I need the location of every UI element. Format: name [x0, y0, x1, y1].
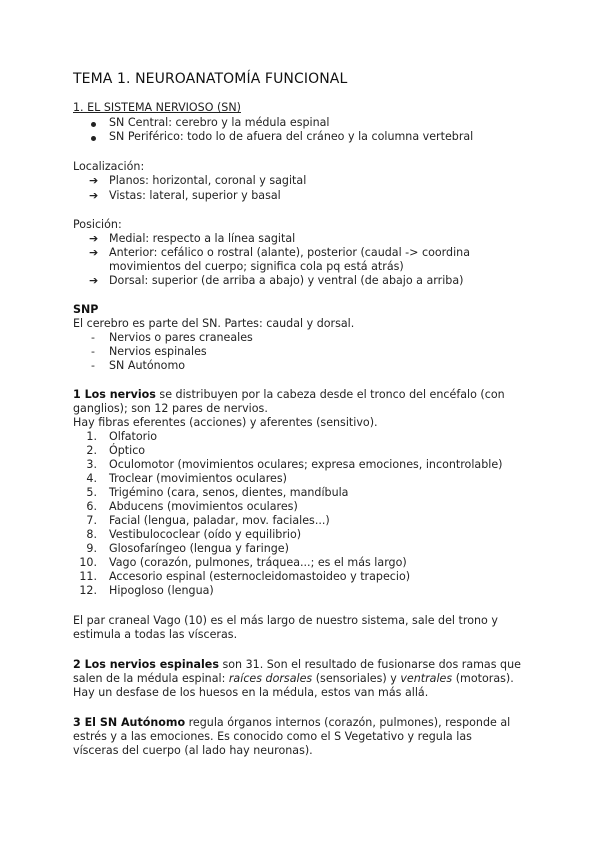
espinales-paragraph-line [73, 672, 514, 686]
list-item: Facial (lengua, paladar, mov. faciales...) [109, 514, 330, 527]
list-item: Abducens (movimientos oculares) [109, 500, 298, 513]
list-item: Glosofaríngeo (lengua y faringe) [109, 542, 289, 555]
text-span: salen de la médula espinal: [73, 672, 229, 685]
arrow-right-icon: ➔ [89, 174, 99, 187]
list-item: Accesorio espinal (esternocleidomastoideo y trapecio) [109, 570, 411, 583]
list-item: Vistas: lateral, superior y basal [109, 189, 281, 202]
list-item: Trigémino (cara, senos, dientes, mandíbula [109, 486, 349, 499]
list-item: Troclear (movimientos oculares) [109, 472, 287, 485]
list-item: SN Central: cerebro y la médula espinal [109, 116, 330, 129]
espinales-text: son 31. Son el resultado de fusionarse dos ramas que [218, 658, 521, 671]
autonomo-paragraph-line [73, 716, 510, 730]
page-title: TEMA 1. NEUROANATOMÍA FUNCIONAL [73, 71, 348, 87]
section-heading-sn: 1. EL SISTEMA NERVIOSO (SN) [73, 101, 241, 114]
arrow-right-icon: ➔ [89, 232, 99, 245]
list-item: Vago (corazón, pulmones, tráquea...; es el más largo) [109, 556, 407, 569]
italic-term: ventrales [400, 672, 453, 685]
arrow-right-icon: ➔ [89, 246, 99, 259]
list-number: 12. [79, 584, 97, 597]
snp-intro: El cerebro es parte del SN. Partes: caudal y dorsal. [73, 317, 355, 330]
list-item: SN Periférico: todo lo de afuera del cráneo y la columna vertebral [109, 130, 474, 143]
list-item: Nervios o pares craneales [109, 331, 253, 344]
autonomo-paragraph-line: estrés y a las emociones. Es conocido como el S Vegetativo y regula las [73, 730, 472, 743]
list-number: 7. [86, 514, 97, 527]
dash-bullet-icon: - [91, 359, 95, 372]
list-item: Nervios espinales [109, 345, 207, 358]
list-item: Oculomotor (movimientos oculares; expresa emociones, incontrolable) [109, 458, 503, 471]
list-number: 11. [79, 570, 97, 583]
autonomo-text: regula órganos internos (corazón, pulmones), responde al [185, 716, 511, 729]
list-item: Vestibulococlear (oído y equilibrio) [109, 528, 302, 541]
italic-term: raíces dorsales [228, 672, 313, 685]
list-item-continuation: movimientos del cuerpo; significa cola pq está atrás) [109, 260, 404, 273]
nervios-text: se distribuyen por la cabeza desde el tronco del encéfalo (con [155, 388, 505, 401]
list-item: Dorsal: superior (de arriba a abajo) y ventral (de abajo a arriba) [109, 274, 464, 287]
list-item: Medial: respecto a la línea sagital [109, 232, 296, 245]
list-item: Óptico [109, 444, 146, 457]
vago-paragraph-line: estimula a todas las vísceras. [73, 628, 238, 641]
list-item: Anterior: cefálico o rostral (alante), posterior (caudal -> coordina [109, 246, 470, 259]
list-item: SN Autónomo [109, 359, 186, 372]
list-item: Planos: horizontal, coronal y sagital [109, 174, 307, 187]
arrow-right-icon: ➔ [89, 274, 99, 287]
autonomo-paragraph-line: vísceras del cuerpo (al lado hay neuronas). [73, 744, 313, 757]
espinales-bold: 2 Los nervios espinales [73, 658, 219, 671]
autonomo-bold: 3 El SN Autónomo [73, 716, 186, 729]
arrow-right-icon: ➔ [89, 189, 99, 202]
list-number: 1. [86, 430, 97, 443]
dash-bullet-icon: - [91, 345, 95, 358]
dash-bullet-icon: - [91, 331, 95, 344]
list-number: 3. [86, 458, 97, 471]
list-number: 6. [86, 500, 97, 513]
espinales-paragraph-line [73, 658, 521, 672]
nervios-paragraph-line [73, 388, 505, 402]
list-number: 4. [86, 472, 97, 485]
list-number: 2. [86, 444, 97, 457]
nervios-paragraph-line: ganglios); son 12 pares de nervios. [73, 402, 268, 415]
bullet-icon [91, 122, 96, 127]
espinales-paragraph-line: Hay un desfase de los huesos en la médula, estos van más allá. [73, 686, 429, 699]
list-number: 9. [86, 542, 97, 555]
list-item: Olfatorio [109, 430, 158, 443]
snp-heading: SNP [73, 303, 99, 316]
text-span: (sensoriales) y [312, 672, 401, 685]
bullet-icon [91, 136, 96, 141]
posicion-heading: Posición: [73, 218, 122, 231]
vago-paragraph-line: El par craneal Vago (10) es el más largo de nuestro sistema, sale del trono y [73, 614, 498, 627]
list-number: 8. [86, 528, 97, 541]
nervios-paragraph-line: Hay fibras eferentes (acciones) y aferentes (sensitivo). [73, 416, 378, 429]
list-item: Hipogloso (lengua) [109, 584, 214, 597]
localizacion-heading: Localización: [73, 160, 145, 173]
list-number: 10. [79, 556, 97, 569]
list-number: 5. [86, 486, 97, 499]
nervios-bold: 1 Los nervios [73, 388, 156, 401]
text-span: (motoras). [452, 672, 514, 685]
